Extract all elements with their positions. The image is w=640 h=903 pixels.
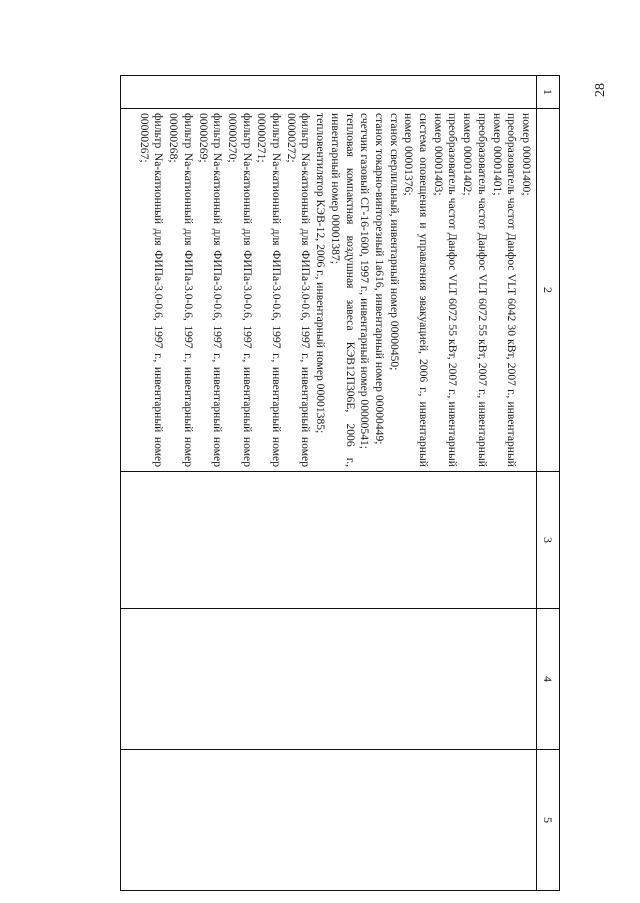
entry-text: тепловентилятор КЭВ-12, 2006 г., инвентарный номер 00001385; (314, 113, 328, 434)
table-row (121, 76, 537, 891)
entry-text: фильтр Na-катионный для ФИПа-3.0-0.6, 1997 г., инвентарный номер 00000268; (167, 113, 195, 467)
entry-text: система оповещения и управления эвакуацией, 2006 г., инвентарный номер 00001376; (402, 113, 431, 467)
entry-text: тепловая компактная воздушная завеса КЭВ12П306Е, 2006 г., инвентарный номер 00001387; (328, 113, 357, 467)
entry-text: преобразователь частот Данфос VLT 6072 55 кВт, 2007 г., инвентарный номер 00001403; (431, 113, 460, 467)
entry-text: фильтр Na-катионный для ФИПа-3.0-0.6, 1997 г., инвентарный номер 00000267; (137, 113, 166, 467)
entry-text: станок токарно-винторезный 1а616, инвентарный номер 00000449; (372, 113, 386, 445)
entry-text: фильтр Na-катионный для ФИПа-3.0-0.6, 1997 г., инвентарный номер 00000270; (225, 113, 254, 467)
column-header-2: 2 (537, 109, 560, 472)
column-4-cell (121, 609, 537, 750)
column-2-cell (121, 109, 537, 472)
rotated-table-container (120, 75, 560, 855)
inventory-table (120, 75, 560, 891)
entry-text: преобразователь частот Данфос VLT 6072 55 кВт, 2007 г., инвентарный номер 00001402; (461, 113, 489, 467)
entry-text: станок сверлильный, инвентарный номер 00000450; (387, 113, 401, 371)
table-header-row (537, 76, 560, 891)
entry-text: фильтр Na-катионный для ФИПа-3.0-0.6, 1997 г., инвентарный номер 00000269; (196, 113, 225, 467)
column-header-5: 5 (537, 750, 560, 891)
page-number: 28 (593, 83, 608, 97)
column-5-cell (121, 750, 537, 891)
entry-text: фильтр Na-катионный для ФИПа-3.0-0.6, 1997 г., инвентарный номер 00000272; (284, 113, 313, 467)
entry-text: преобразователь частот Данфос VLT 6042 30 кВт, 2007 г., инвентарный номер 00001401; (490, 113, 519, 467)
column-header-3: 3 (537, 472, 560, 609)
column-header-1: 1 (537, 76, 560, 109)
entry-text: номер 00001400; (520, 113, 533, 196)
entry-text: фильтр Na-катионный для ФИПа-3.0-0.6, 1997 г., инвентарный номер 00000271; (255, 113, 284, 467)
column-1-cell (121, 76, 537, 109)
column-3-cell (121, 472, 537, 609)
entry-text: счетчик газовый СГ-16-1600, 1997 г., инвентарный номер 00000541; (358, 113, 372, 450)
column-header-4: 4 (537, 609, 560, 750)
